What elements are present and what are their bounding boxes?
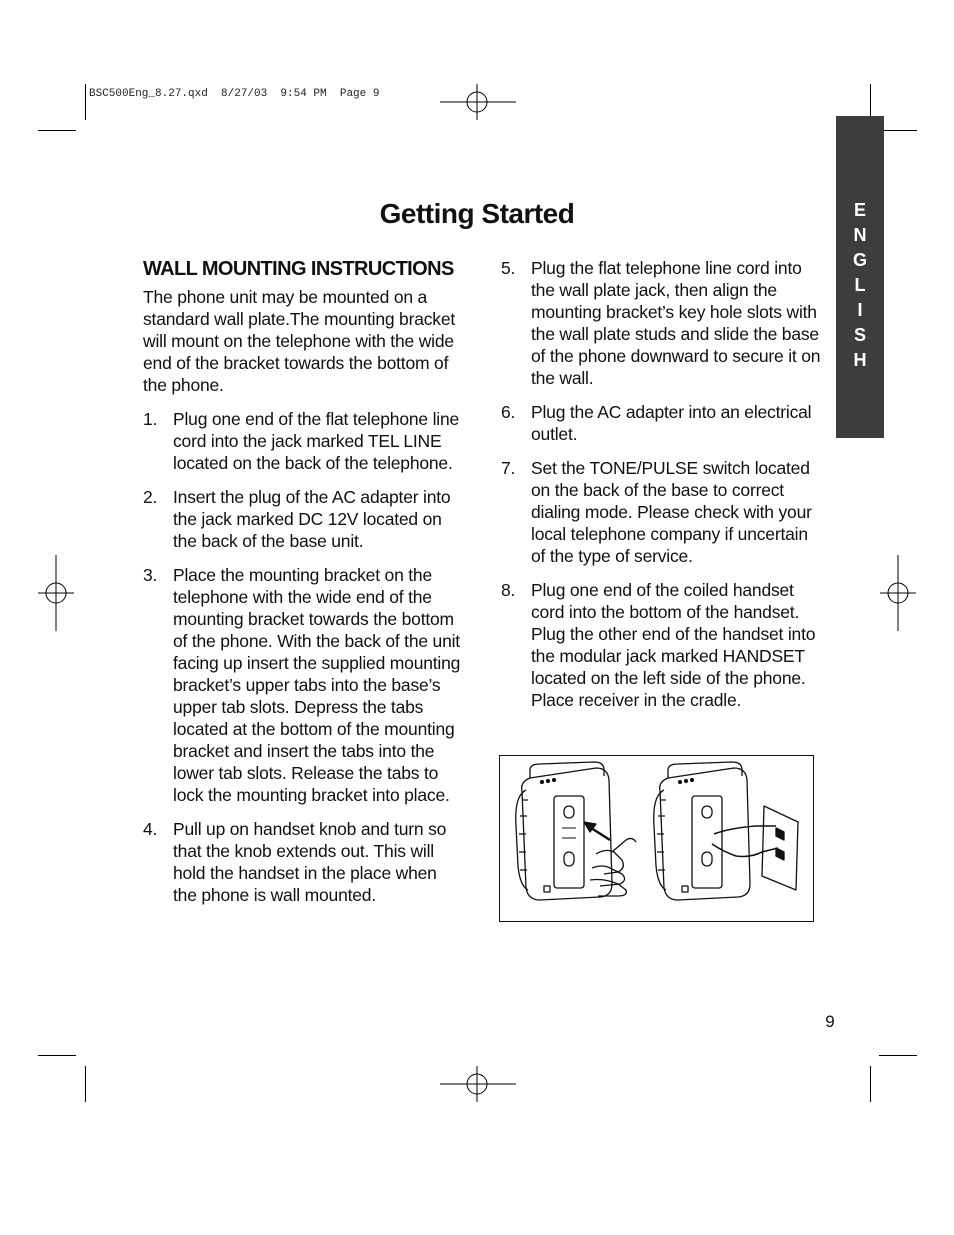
section-heading: WALL MOUNTING INSTRUCTIONS (143, 258, 454, 280)
language-tab-letter: G (852, 250, 867, 270)
language-tab-letter: E (853, 200, 866, 220)
step-number: 4. (143, 819, 158, 839)
list-item (501, 401, 821, 445)
crop-mark (879, 1055, 917, 1056)
step-number: 1. (143, 409, 158, 429)
language-tab-letter: H (853, 350, 867, 370)
steps-list-left (143, 408, 463, 906)
step-text: Pull up on handset knob and turn so that the knob extends out. This will hold the handset in the place when the phone is wall mounted. (173, 819, 447, 905)
step-text: Plug the AC adapter into an electrical outlet. (531, 402, 812, 444)
list-item (501, 457, 821, 567)
registration-mark-icon (440, 84, 516, 120)
phone-mounting-drawing-icon (500, 756, 812, 920)
crop-mark (38, 130, 76, 131)
crop-mark (870, 1066, 871, 1102)
step-text: Set the TONE/PULSE switch located on the back of the base to correct dialing mode. Please check with your local telephone company if uncertain of the type of service. (531, 458, 812, 566)
list-item (501, 257, 821, 389)
language-tab-letter: L (854, 275, 866, 295)
language-tab (836, 116, 884, 438)
step-number: 3. (143, 565, 158, 585)
language-tab-letter: S (853, 325, 866, 345)
language-tab-letter: I (857, 300, 863, 320)
wall-mount-illustration (499, 755, 814, 922)
page-title: Getting Started (379, 198, 575, 229)
list-item (143, 564, 463, 806)
step-number: 7. (501, 458, 516, 478)
crop-mark (85, 1066, 86, 1102)
step-text: Plug the flat telephone line cord into the wall plate jack, then align the mounting bracket’s key hole slots with the wall plate studs and slide the base of the phone downward to secure it on the wall. (531, 258, 821, 388)
crop-mark (85, 84, 86, 120)
left-column (143, 258, 463, 918)
right-column (501, 257, 821, 723)
registration-mark-icon (38, 555, 74, 631)
registration-mark-icon (880, 555, 916, 631)
list-item (143, 408, 463, 474)
step-text: Place the mounting bracket on the telephone with the wide end of the mounting bracket towards the bottom of the phone. With the back of the unit facing up insert the supplied mounting bracket’s upper tabs into the base’s upper tab slots. Depress the tabs located at the bottom of the mounting bracket and insert the tabs into the lower tab slots. Release the tabs to lock the mounting bracket into place. (173, 565, 461, 805)
crop-mark (879, 130, 917, 131)
list-item (143, 818, 463, 906)
list-item (501, 579, 821, 711)
step-number: 8. (501, 580, 516, 600)
step-text: Plug one end of the coiled handset cord into the bottom of the handset. Plug the other end of the handset into the modular jack marked HANDSET located on the left side of the phone. Place receiver in the cradle. (531, 580, 816, 710)
intro-paragraph: The phone unit may be mounted on a standard wall plate.The mounting bracket will mount on the telephone with the wide end of the bracket towards the bottom of the phone. (143, 287, 456, 395)
print-slug: BSC500Eng_8.27.qxd 8/27/03 9:54 PM Page 9 (89, 88, 380, 100)
crop-mark (38, 1055, 76, 1056)
language-tab-letter: N (853, 225, 867, 245)
step-number: 6. (501, 402, 516, 422)
step-text: Insert the plug of the AC adapter into the jack marked DC 12V located on the back of the base unit. (173, 487, 451, 551)
crop-mark (870, 84, 871, 120)
page-number: 9 (825, 1012, 835, 1031)
step-number: 2. (143, 487, 158, 507)
step-text: Plug one end of the flat telephone line cord into the jack marked TEL LINE located on the back of the telephone. (173, 409, 460, 473)
registration-mark-icon (440, 1066, 516, 1102)
steps-list-right (501, 257, 821, 711)
step-number: 5. (501, 258, 516, 278)
list-item (143, 486, 463, 552)
